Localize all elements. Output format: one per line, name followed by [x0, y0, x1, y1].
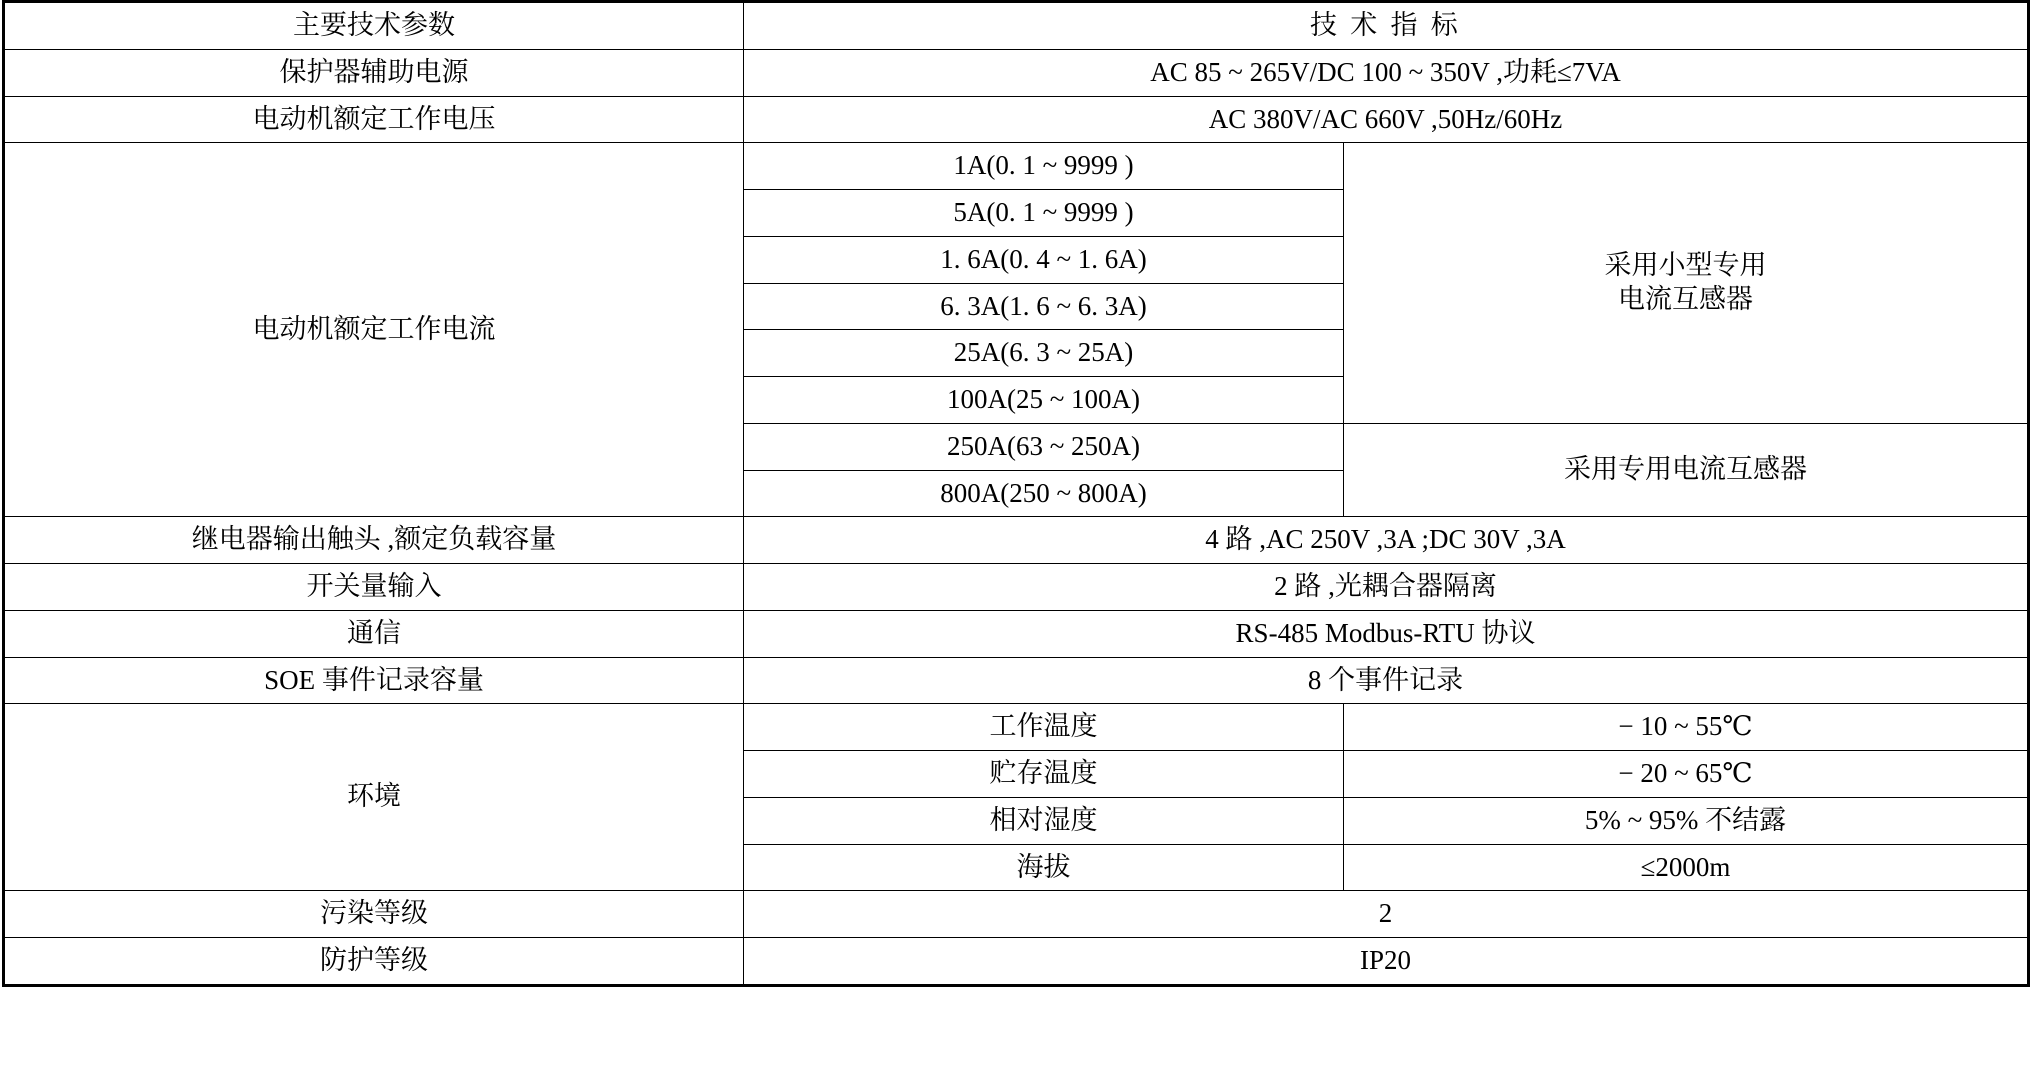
header-parameter-cell: 主要技术参数	[4, 2, 744, 50]
note-small-ct	[1344, 143, 2029, 424]
list-item: 800A(250 ~ 800A)	[744, 470, 1344, 517]
table-header-row	[4, 2, 2029, 50]
table-row	[4, 564, 2029, 611]
environment-item-name: 工作温度	[744, 704, 1344, 751]
environment-item-name: 贮存温度	[744, 751, 1344, 798]
row-label-rated-current: 电动机额定工作电流	[4, 143, 744, 517]
row-value-pollution: 2	[744, 891, 2029, 938]
technical-specification-table	[2, 0, 2030, 987]
list-item: 1. 6A(0. 4 ~ 1. 6A)	[744, 236, 1344, 283]
row-label-digital-input: 开关量输入	[4, 564, 744, 611]
table-row	[4, 143, 2029, 190]
table-row	[4, 891, 2029, 938]
row-value-communication: RS-485 Modbus-RTU 协议	[744, 610, 2029, 657]
table-row	[4, 657, 2029, 704]
row-value-rated-voltage: AC 380V/AC 660V ,50Hz/60Hz	[744, 96, 2029, 143]
environment-item-name: 相对湿度	[744, 797, 1344, 844]
row-value-digital-input: 2 路 ,光耦合器隔离	[744, 564, 2029, 611]
row-label-pollution: 污染等级	[4, 891, 744, 938]
table-row	[4, 610, 2029, 657]
table-row	[4, 49, 2029, 96]
environment-item-value: − 10 ~ 55℃	[1344, 704, 2029, 751]
row-label-aux-power: 保护器辅助电源	[4, 49, 744, 96]
environment-item-value: 5% ~ 95% 不结露	[1344, 797, 2029, 844]
environment-item-value: ≤2000m	[1344, 844, 2029, 891]
table-row	[4, 96, 2029, 143]
table-row	[4, 517, 2029, 564]
environment-item-name: 海拔	[744, 844, 1344, 891]
row-label-soe: SOE 事件记录容量	[4, 657, 744, 704]
environment-item-value: − 20 ~ 65℃	[1344, 751, 2029, 798]
note-small-ct-line1: 采用小型专用	[1604, 250, 1767, 281]
list-item: 6. 3A(1. 6 ~ 6. 3A)	[744, 283, 1344, 330]
row-value-soe: 8 个事件记录	[744, 657, 2029, 704]
list-item: 1A(0. 1 ~ 9999 )	[744, 143, 1344, 190]
row-value-relay-output: 4 路 ,AC 250V ,3A ;DC 30V ,3A	[744, 517, 2029, 564]
row-label-communication: 通信	[4, 610, 744, 657]
row-label-relay-output: 继电器输出触头 ,额定负载容量	[4, 517, 744, 564]
list-item: 5A(0. 1 ~ 9999 )	[744, 190, 1344, 237]
row-value-protection: IP20	[744, 938, 2029, 986]
table-row	[4, 704, 2029, 751]
note-small-ct-line2: 电流互感器	[1618, 284, 1753, 314]
list-item: 25A(6. 3 ~ 25A)	[744, 330, 1344, 377]
list-item: 100A(25 ~ 100A)	[744, 377, 1344, 424]
row-value-aux-power: AC 85 ~ 265V/DC 100 ~ 350V ,功耗≤7VA	[744, 49, 2029, 96]
row-label-protection: 防护等级	[4, 938, 744, 986]
table-row	[4, 938, 2029, 986]
list-item: 250A(63 ~ 250A)	[744, 423, 1344, 470]
row-label-rated-voltage: 电动机额定工作电压	[4, 96, 744, 143]
note-special-ct: 采用专用电流互感器	[1344, 423, 2029, 517]
row-label-environment: 环境	[4, 704, 744, 891]
header-specification-cell: 技 术 指 标	[744, 2, 2029, 50]
